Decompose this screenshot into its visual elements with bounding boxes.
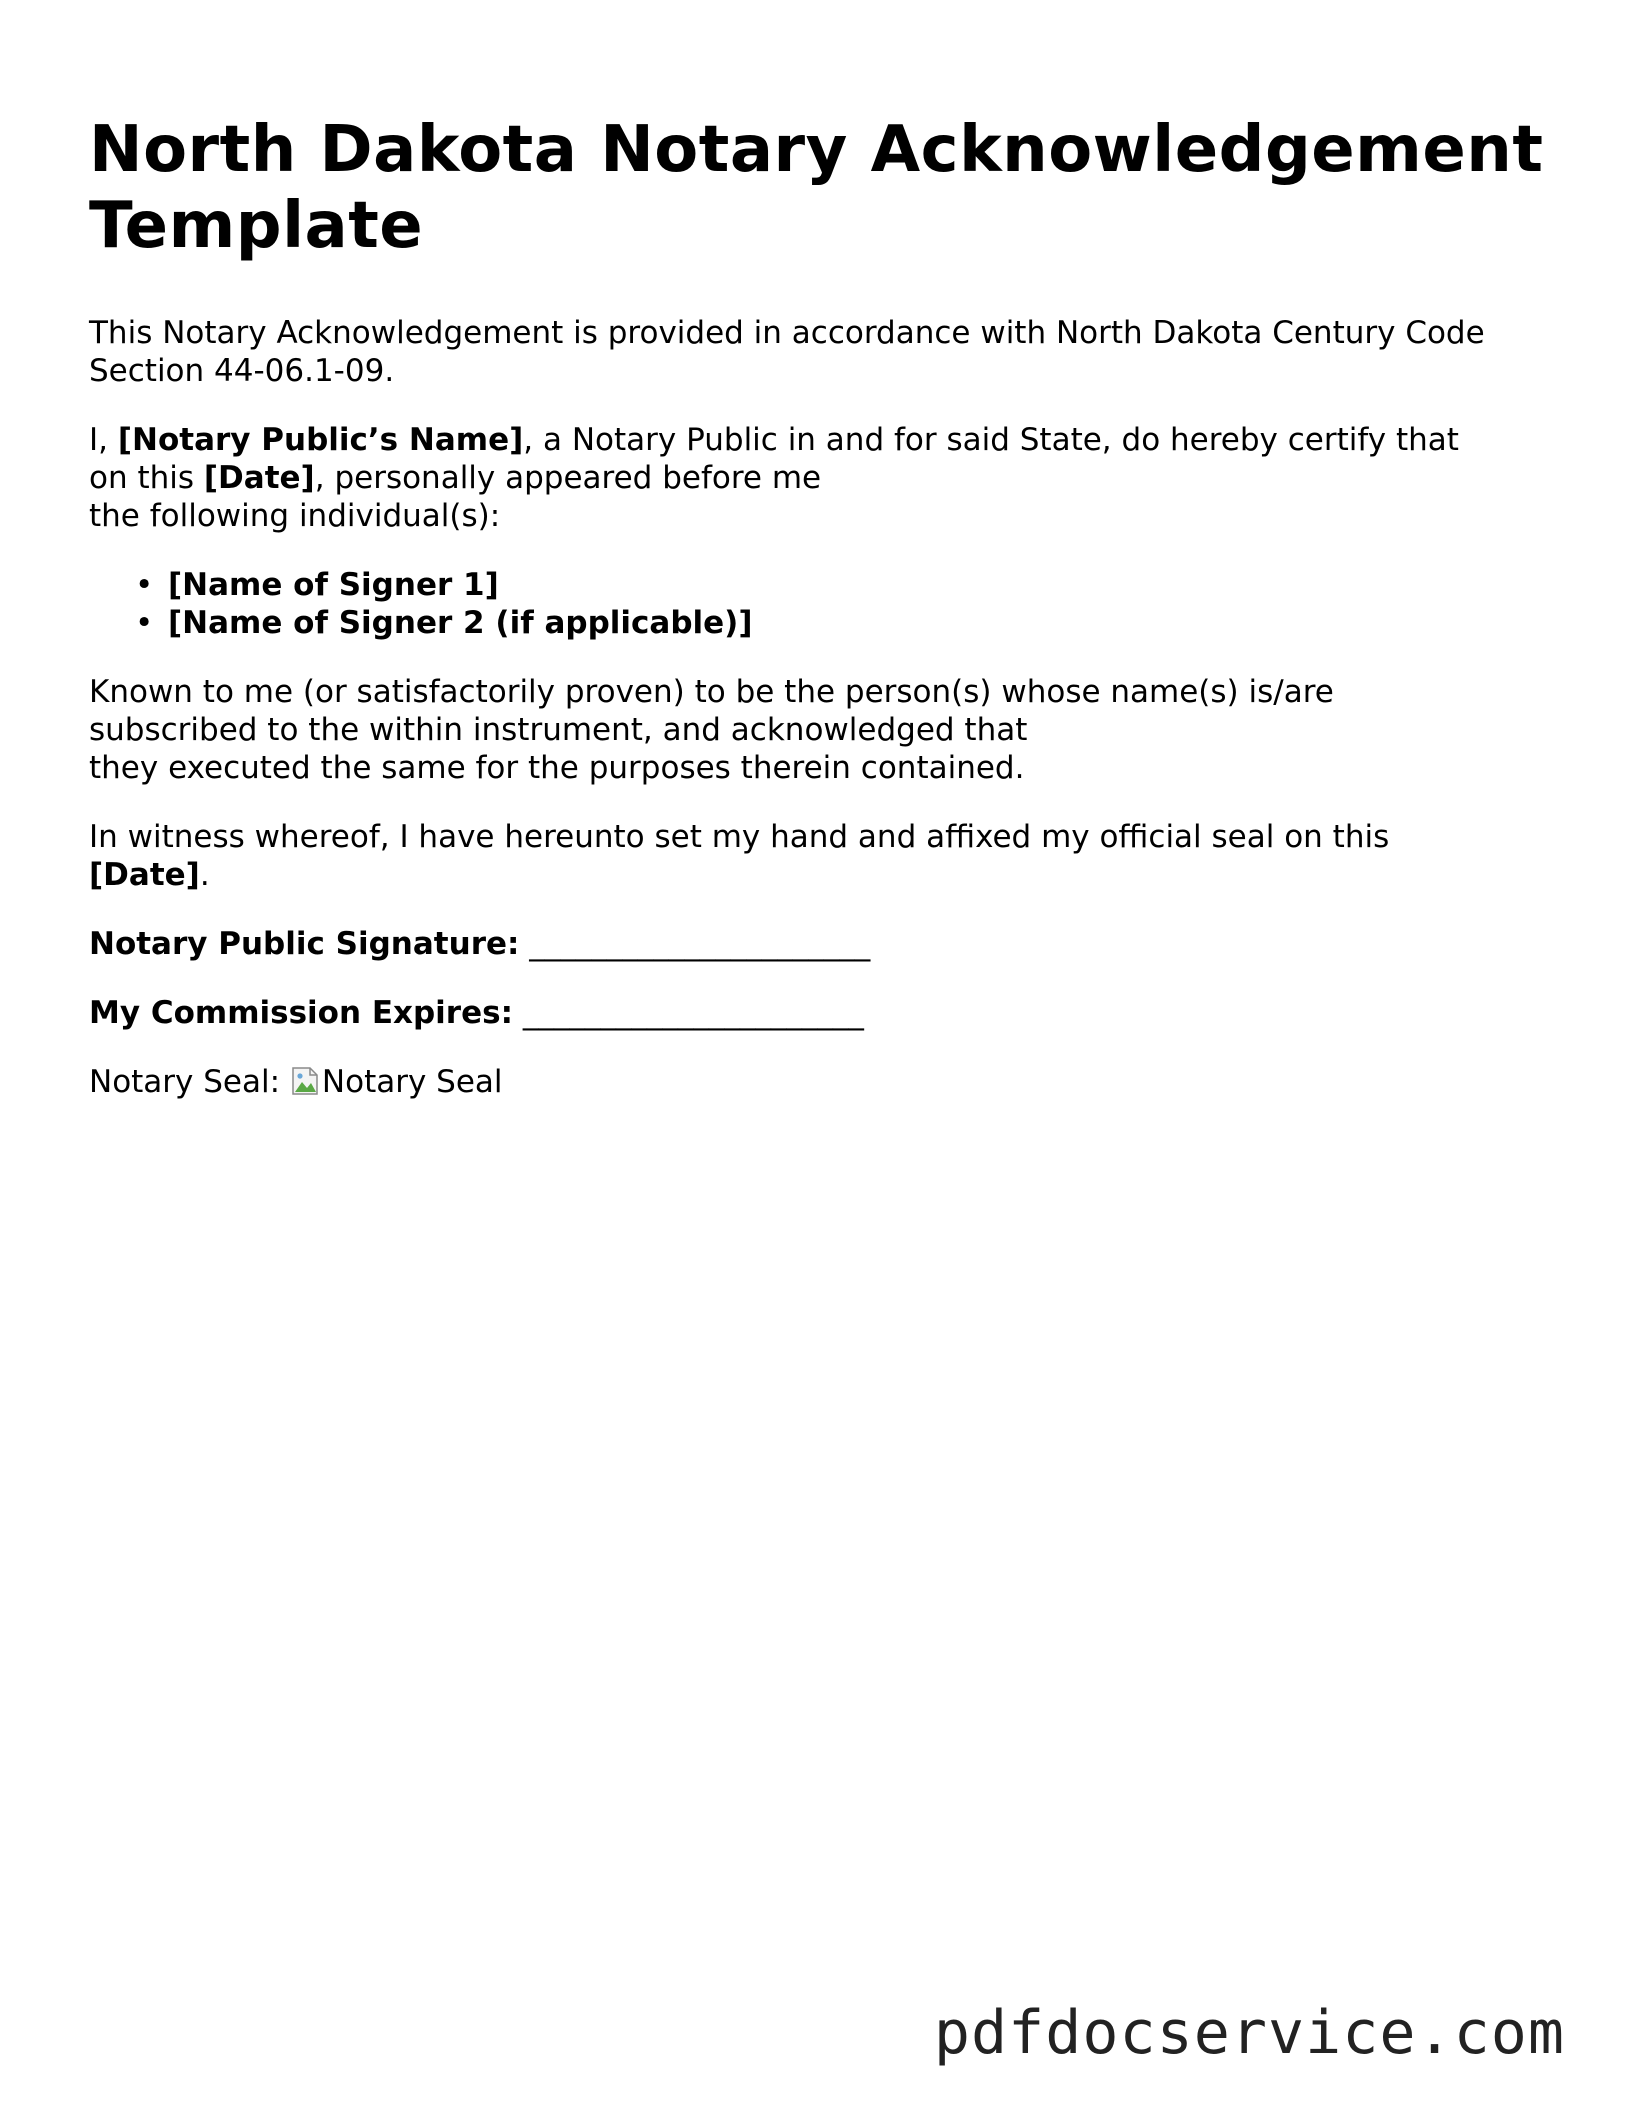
list-item: • [Name of Signer 1]	[135, 567, 499, 603]
notary-seal-row	[89, 1063, 1549, 1101]
date-placeholder: [Date]	[203, 460, 315, 496]
commission-label: My Commission Expires:	[89, 995, 513, 1031]
broken-image-icon	[292, 1067, 318, 1095]
signature-blank: ______________________	[529, 926, 871, 962]
notary-seal-image: Notary Seal	[290, 1063, 503, 1101]
signature-label: Notary Public Signature:	[89, 926, 520, 962]
known-paragraph: Known to me (or satisfactorily proven) to be the person(s) whose name(s) is/are subscribed to the within instrument, and acknowledged that they executed the same for the purposes therein contained.	[89, 674, 1334, 786]
witness-paragraph: In witness whereof, I have hereunto set my hand and affixed my official seal on this [Date].	[89, 819, 1390, 893]
document-page	[89, 112, 1549, 1101]
notary-name-placeholder: [Notary Public’s Name]	[117, 422, 524, 458]
intro-paragraph: This Notary Acknowledgement is provided in accordance with North Dakota Century Code Section 44-06.1-09.	[89, 315, 1485, 389]
signer-list	[89, 566, 1549, 642]
watermark: pdfdocservice.com	[933, 1998, 1565, 2068]
witness-date-placeholder: [Date]	[89, 857, 200, 893]
commission-line	[89, 994, 1549, 1032]
list-item: • [Name of Signer 2 (if applicable)]	[135, 605, 753, 641]
signer-1-placeholder: [Name of Signer 1]	[168, 567, 499, 603]
signer-2-placeholder: [Name of Signer 2 (if applicable)]	[168, 605, 753, 641]
document-title: North Dakota Notary Acknowledgement Template	[89, 113, 1544, 263]
signature-line	[89, 925, 1549, 963]
seal-label: Notary Seal:	[89, 1064, 281, 1100]
certification-paragraph: I, [Notary Public’s Name], a Notary Public in and for said State, do hereby certify that on this [Date], personally appeared before me the following individual(s):	[89, 422, 1459, 534]
commission-blank: ______________________	[522, 995, 864, 1031]
